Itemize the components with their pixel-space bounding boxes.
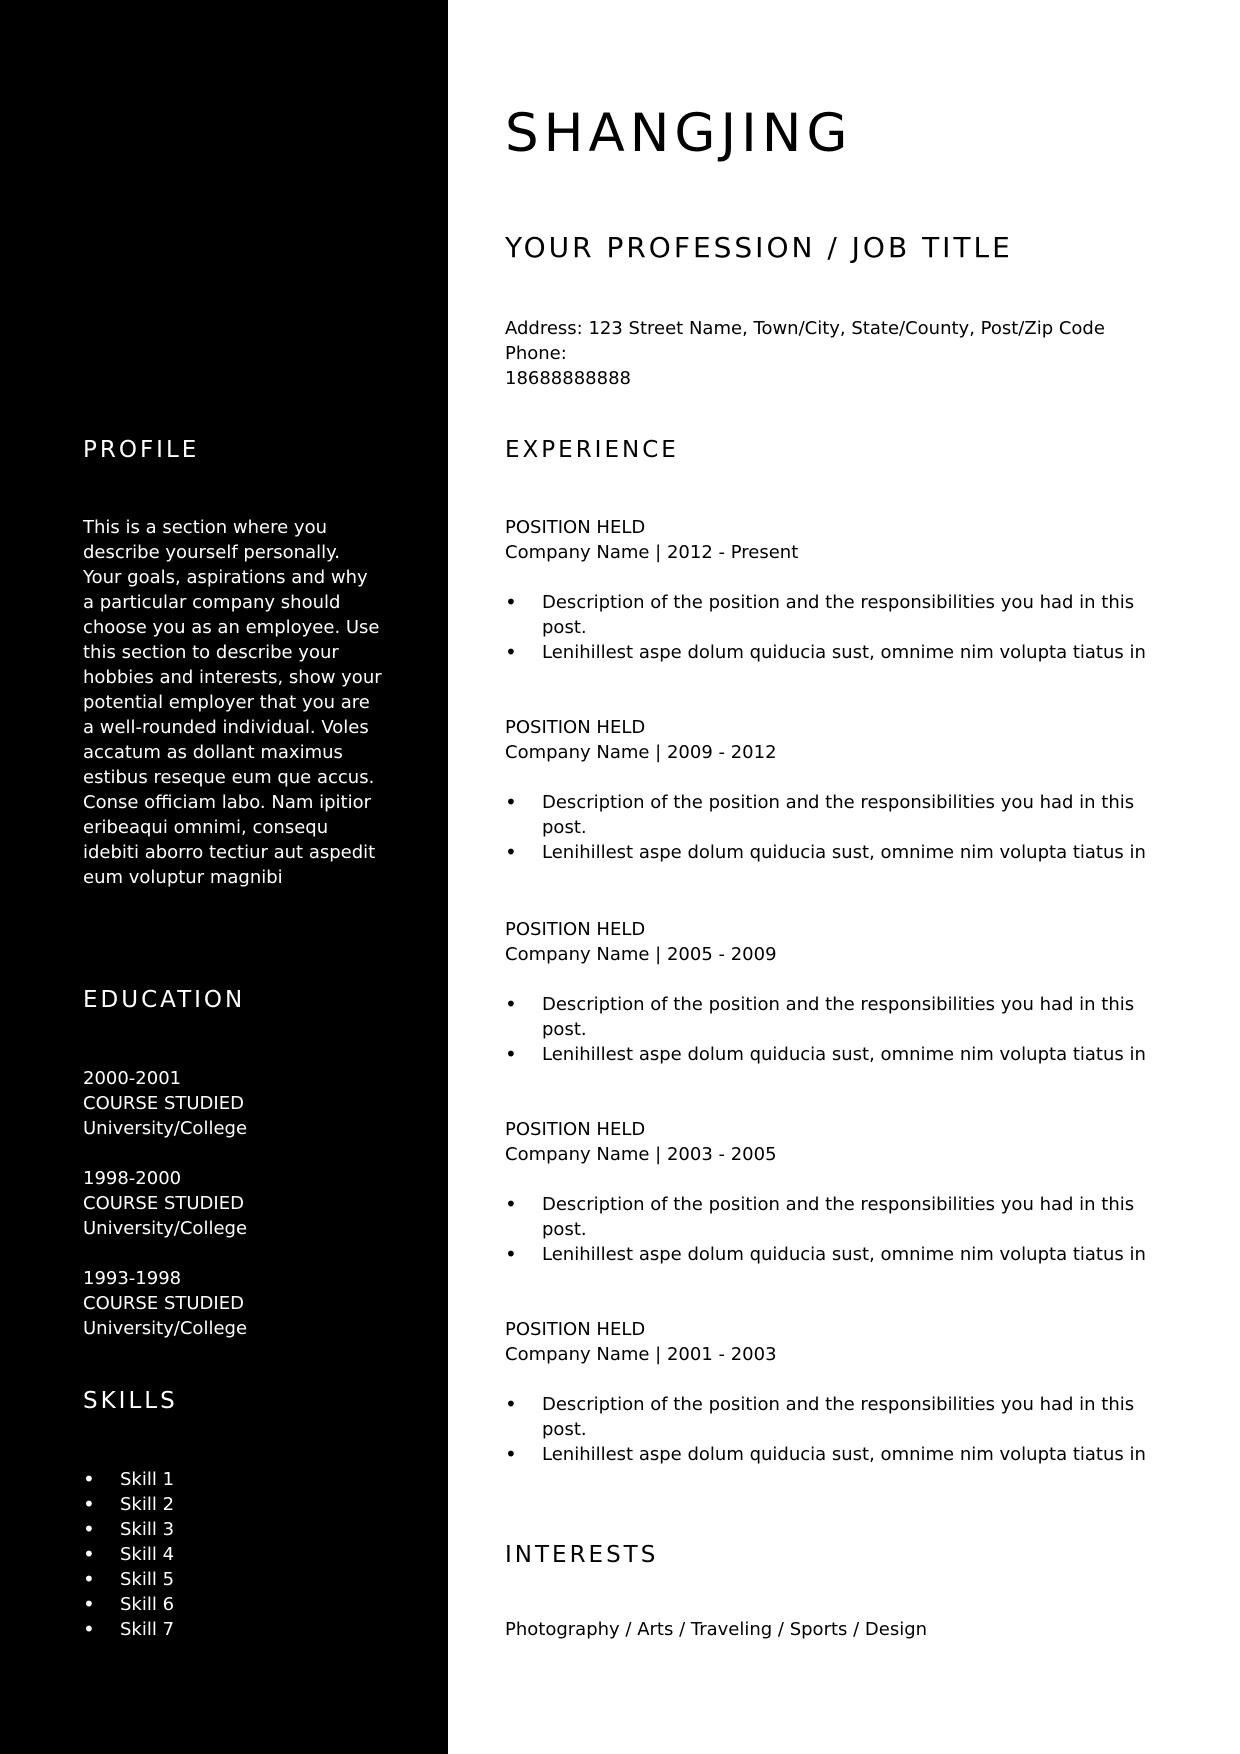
- responsibility-item: • Description of the position and the responsibilities you had in this post.: [505, 790, 1155, 840]
- skill-item: • Skill 5: [83, 1567, 383, 1592]
- education-school: University/College: [83, 1318, 248, 1339]
- company-dates: Company Name | 2009 - 2012: [505, 742, 777, 763]
- skill-item: • Skill 6: [83, 1592, 383, 1617]
- position-title: POSITION HELD: [505, 717, 646, 738]
- responsibility-item: • Lenihillest aspe dolum quiducia sust, omnime nim volupta tiatus in: [505, 1442, 1155, 1467]
- responsibility-item: • Description of the position and the responsibilities you had in this post.: [505, 992, 1155, 1042]
- position-title: POSITION HELD: [505, 1119, 646, 1140]
- responsibility-item: • Description of the position and the responsibilities you had in this post.: [505, 1192, 1155, 1242]
- address-line: Address: 123 Street Name, Town/City, State/County, Post/Zip Code: [505, 318, 1105, 339]
- education-list: [83, 1066, 423, 1366]
- position-title: POSITION HELD: [505, 517, 646, 538]
- education-years: 1998-2000: [83, 1168, 182, 1189]
- company-dates: Company Name | 2005 - 2009: [505, 944, 777, 965]
- section-title-interests: INTERESTS: [505, 1542, 659, 1568]
- sidebar: [0, 0, 448, 1754]
- skill-item: • Skill 3: [83, 1517, 383, 1542]
- experience-entry: [505, 1317, 1155, 1496]
- position-title: POSITION HELD: [505, 919, 646, 940]
- education-school: University/College: [83, 1218, 248, 1239]
- education-entry: [83, 1066, 423, 1141]
- experience-entry: [505, 917, 1155, 1096]
- education-course: COURSE STUDIED: [83, 1093, 244, 1114]
- skill-item: • Skill 2: [83, 1492, 383, 1517]
- skills-list: [83, 1467, 383, 1640]
- education-school: University/College: [83, 1118, 248, 1139]
- responsibility-item: • Lenihillest aspe dolum quiducia sust, omnime nim volupta tiatus in: [505, 640, 1155, 665]
- interests-text: Photography / Arts / Traveling / Sports / Design: [505, 1619, 928, 1640]
- skill-item: • Skill 1: [83, 1467, 383, 1492]
- responsibility-item: • Lenihillest aspe dolum quiducia sust, omnime nim volupta tiatus in: [505, 840, 1155, 865]
- skill-item: • Skill 4: [83, 1542, 383, 1567]
- responsibility-item: • Description of the position and the responsibilities you had in this post.: [505, 590, 1155, 640]
- education-entry: [83, 1166, 423, 1241]
- section-title-experience: EXPERIENCE: [505, 437, 679, 463]
- profile-text: This is a section where you describe yourself personally. Your goals, aspirations and why a particular company should choose you as an employee. Use this section to describe your hobbies and interests, show your potential employer that you are a well-rounded individual. Voles accatum as dollant maximus estibus reseque eum que accus. Conse officiam labo. Nam ipitior eribeaqui omnimi, consequ idebiti aborro tectiur aut aspedit eum voluptur magnibi: [83, 517, 382, 888]
- education-years: 2000-2001: [83, 1068, 182, 1089]
- section-title-skills: SKILLS: [83, 1388, 178, 1414]
- phone-number: 18688888888: [505, 368, 631, 389]
- responsibility-item: • Lenihillest aspe dolum quiducia sust, omnime nim volupta tiatus in: [505, 1042, 1155, 1067]
- company-dates: Company Name | 2001 - 2003: [505, 1344, 777, 1365]
- responsibility-item: • Description of the position and the responsibilities you had in this post.: [505, 1392, 1155, 1442]
- education-years: 1993-1998: [83, 1268, 182, 1289]
- experience-entry: [505, 515, 1155, 694]
- section-title-profile: PROFILE: [83, 437, 200, 463]
- section-title-education: EDUCATION: [83, 987, 246, 1013]
- company-dates: Company Name | 2003 - 2005: [505, 1144, 777, 1165]
- position-title: POSITION HELD: [505, 1319, 646, 1340]
- responsibility-item: • Lenihillest aspe dolum quiducia sust, omnime nim volupta tiatus in: [505, 1242, 1155, 1267]
- experience-entry: [505, 1117, 1155, 1296]
- contact-info: [505, 316, 1145, 389]
- skill-item: • Skill 7: [83, 1617, 383, 1642]
- resume-name: SHANGJING: [505, 103, 853, 164]
- company-dates: Company Name | 2012 - Present: [505, 542, 799, 563]
- phone-label: Phone:: [505, 343, 567, 364]
- job-title: YOUR PROFESSION / JOB TITLE: [505, 231, 1013, 264]
- experience-entry: [505, 715, 1155, 894]
- education-entry: [83, 1266, 423, 1341]
- education-course: COURSE STUDIED: [83, 1193, 244, 1214]
- education-course: COURSE STUDIED: [83, 1293, 244, 1314]
